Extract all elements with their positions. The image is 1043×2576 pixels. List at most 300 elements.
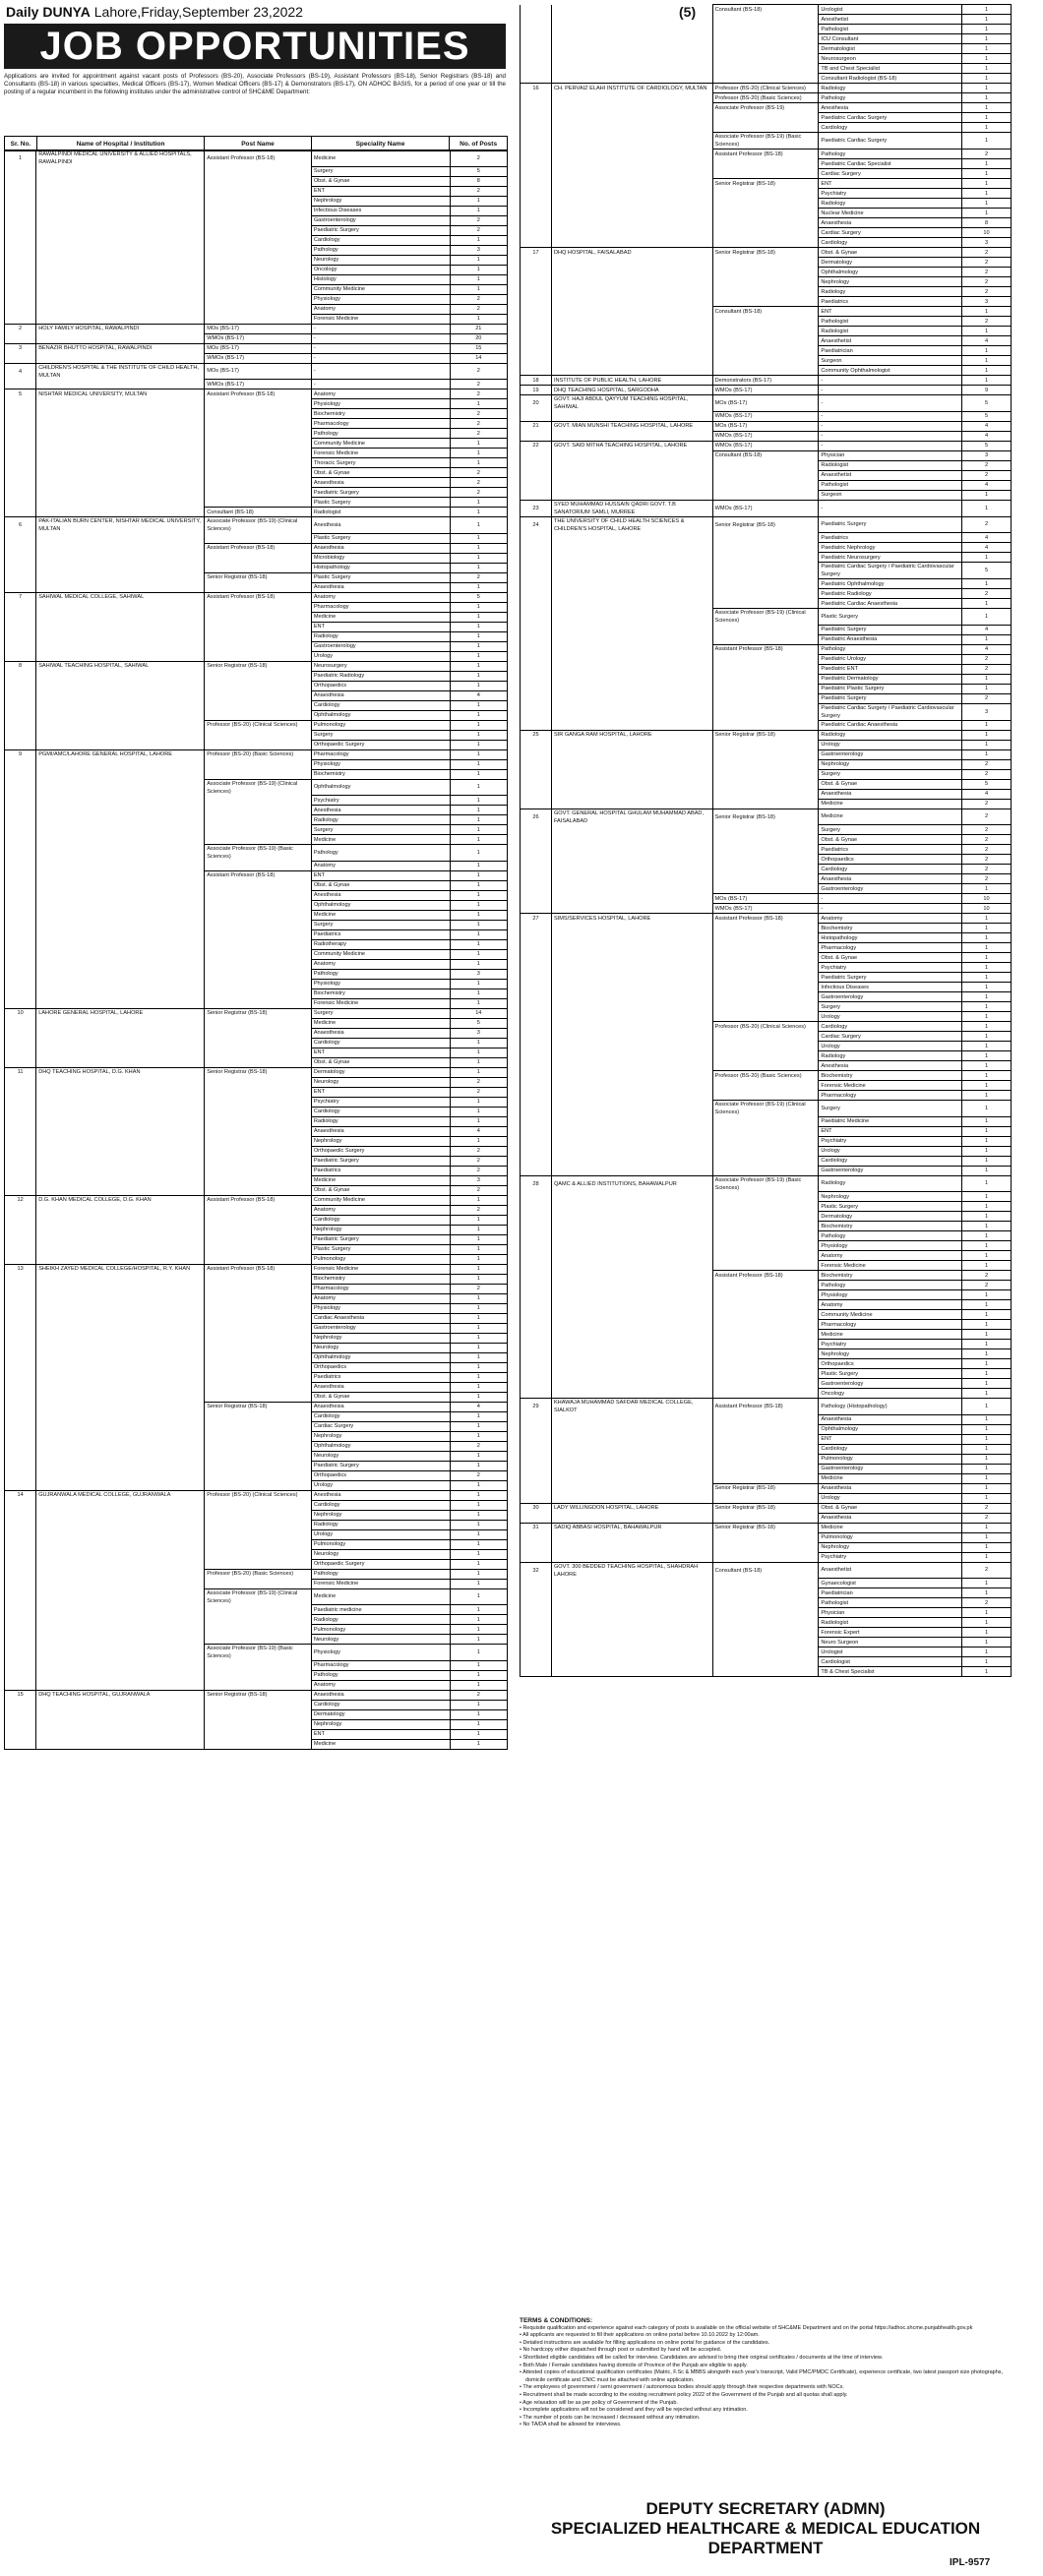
row-sr	[5, 806, 36, 815]
row-speciality: TB & Chest Specialist	[819, 1667, 962, 1677]
row-speciality: Gastroenterology	[819, 1166, 962, 1175]
row-speciality: Medicine	[311, 1739, 450, 1749]
table-row	[521, 789, 1012, 799]
row-institution	[551, 258, 712, 268]
row-institution	[551, 297, 712, 307]
row-speciality: Pulmonology	[311, 1539, 450, 1549]
table-row	[5, 988, 508, 998]
table-row	[521, 209, 1012, 218]
terms-item: • Detailed instructions are available for filling applications on online portal for guidance of the candidates.	[520, 2339, 770, 2346]
row-institution	[36, 284, 205, 294]
row-sr	[521, 1414, 552, 1424]
row-speciality: Forensic Medicine	[311, 449, 450, 458]
row-speciality: Forensic Medicine	[311, 1579, 450, 1588]
row-institution	[36, 1215, 205, 1225]
row-institution: GOVT. SAID MITHA TEACHING HOSPITAL, LAHORE	[551, 441, 712, 450]
row-speciality: Anesthesia	[819, 103, 962, 113]
row-post	[205, 612, 312, 622]
row-post: Senior Registrar (BS-18)	[712, 809, 819, 825]
table-row	[521, 1588, 1012, 1598]
row-post	[205, 1739, 312, 1749]
table-row	[5, 1559, 508, 1569]
row-institution: GOVT. MIAN MUNSHI TEACHING HOSPITAL, LAHORE	[551, 421, 712, 431]
table-row	[5, 890, 508, 900]
table-row	[521, 933, 1012, 943]
row-speciality: ENT	[311, 186, 450, 196]
row-posts: 1	[450, 959, 507, 969]
row-institution	[551, 460, 712, 470]
table-row	[521, 516, 1012, 533]
row-posts: 1	[450, 1372, 507, 1382]
table-row	[5, 1234, 508, 1244]
row-institution	[36, 710, 205, 720]
row-institution	[36, 939, 205, 949]
row-posts: 1	[450, 1700, 507, 1709]
row-posts: 1	[450, 1107, 507, 1116]
table-row	[521, 277, 1012, 287]
row-institution: NISHTAR MEDICAL UNIVERSITY, MULTAN	[36, 389, 205, 399]
row-posts: 1	[450, 939, 507, 949]
row-post	[205, 998, 312, 1008]
row-speciality: Paediatric Surgery	[311, 225, 450, 235]
row-speciality: Infectious Diseases	[311, 206, 450, 215]
row-institution	[551, 983, 712, 992]
row-institution	[551, 179, 712, 189]
row-post: Senior Registrar (BS-18)	[205, 661, 312, 671]
row-posts: 2	[962, 865, 1012, 874]
table-row	[521, 376, 1012, 386]
row-post	[712, 1212, 819, 1222]
row-institution	[36, 1588, 205, 1605]
row-sr: 28	[521, 1175, 552, 1192]
row-institution	[551, 133, 712, 150]
row-posts: 1	[962, 1399, 1012, 1415]
row-institution	[36, 1038, 205, 1048]
row-post: Associate Professor (BS-19) (Basic Sciences)	[205, 1645, 312, 1661]
row-sr	[5, 294, 36, 304]
table-row	[5, 1225, 508, 1234]
row-speciality: ENT	[311, 870, 450, 880]
row-institution	[551, 1042, 712, 1051]
row-institution	[36, 969, 205, 979]
row-posts: 1	[450, 1635, 507, 1645]
row-sr	[5, 920, 36, 929]
row-post	[205, 235, 312, 245]
row-institution	[36, 1625, 205, 1635]
row-speciality: Nephrology	[311, 1431, 450, 1441]
row-sr	[5, 1615, 36, 1625]
row-sr	[5, 988, 36, 998]
row-post	[712, 963, 819, 973]
row-posts: 3	[450, 969, 507, 979]
row-institution	[551, 553, 712, 563]
table-row	[5, 1293, 508, 1303]
row-sr	[521, 431, 552, 441]
row-speciality: Anaesthesia	[311, 1690, 450, 1700]
row-speciality: Pathologist	[819, 317, 962, 327]
row-posts: 1	[450, 779, 507, 796]
row-speciality: Orthopaedic Surgery	[311, 740, 450, 749]
row-posts: 1	[962, 44, 1012, 54]
table-row	[5, 1126, 508, 1136]
row-sr	[521, 1579, 552, 1588]
row-speciality: Cardiology	[311, 1215, 450, 1225]
row-posts: 2	[962, 835, 1012, 845]
row-sr: 22	[521, 441, 552, 450]
table-row	[5, 1625, 508, 1635]
row-institution	[36, 910, 205, 920]
row-post	[712, 884, 819, 894]
row-speciality: Urology	[311, 651, 450, 661]
table-row	[521, 450, 1012, 460]
row-sr	[5, 1333, 36, 1343]
row-posts: 2	[962, 1271, 1012, 1281]
table-row	[521, 579, 1012, 589]
row-speciality: Biochemistry	[819, 1271, 962, 1281]
table-row	[521, 1002, 1012, 1012]
row-posts: 4	[962, 431, 1012, 441]
row-institution: SADIQ ABBASI HOSPITAL, BAHAWALPUR	[551, 1523, 712, 1532]
row-post	[712, 654, 819, 664]
row-institution: PAK-ITALIAN BURN CENTER, NISHTAR MEDICAL UNIVERSITY, MULTAN	[36, 517, 205, 534]
row-speciality: Pulmonology	[311, 1625, 450, 1635]
row-posts: 1	[450, 1645, 507, 1661]
row-speciality: Ophthalmology	[311, 900, 450, 910]
row-sr	[5, 508, 36, 517]
row-institution: SAHIWAL TEACHING HOSPITAL, SAHIWAL	[36, 661, 205, 671]
row-institution	[551, 1608, 712, 1618]
row-speciality: Paediatric Surgery	[311, 488, 450, 498]
row-speciality: Surgery	[819, 769, 962, 779]
row-sr	[521, 1588, 552, 1598]
row-post: Assistant Professor (BS-18)	[712, 150, 819, 159]
table-row	[5, 1215, 508, 1225]
table-row	[5, 1166, 508, 1175]
row-post	[712, 1241, 819, 1251]
row-speciality: Dermatology	[311, 1709, 450, 1719]
row-institution	[36, 1539, 205, 1549]
row-post: Consultant (BS-18)	[712, 450, 819, 460]
row-sr	[5, 769, 36, 779]
table-row	[521, 1061, 1012, 1071]
row-posts: 2	[962, 845, 1012, 855]
table-row	[521, 884, 1012, 894]
row-sr	[521, 1359, 552, 1369]
row-speciality: Surgery	[311, 825, 450, 835]
row-sr	[5, 1038, 36, 1048]
row-speciality: Ophthalmology	[819, 268, 962, 277]
row-sr	[5, 641, 36, 651]
row-post	[712, 1424, 819, 1434]
row-post	[712, 799, 819, 809]
row-posts: 1	[450, 1411, 507, 1421]
table-row	[5, 1303, 508, 1313]
row-posts: 14	[450, 353, 507, 363]
row-post: Associate Professor (BS-19) (Clinical Sciences)	[205, 1588, 312, 1605]
row-post	[712, 1454, 819, 1464]
row-speciality: Pathology (Histopathology)	[819, 1399, 962, 1415]
row-post	[712, 1251, 819, 1261]
table-row	[5, 1645, 508, 1661]
row-institution	[551, 1222, 712, 1231]
row-post: WMOs (BS-17)	[205, 380, 312, 389]
row-speciality: Radiologist	[311, 508, 450, 517]
row-institution	[551, 1281, 712, 1290]
row-institution	[551, 169, 712, 179]
row-sr	[5, 176, 36, 186]
row-post	[712, 703, 819, 720]
table-row	[5, 1067, 508, 1077]
row-posts: 1	[962, 123, 1012, 133]
row-sr	[521, 1608, 552, 1618]
row-speciality: Radiology	[819, 1175, 962, 1192]
row-sr	[521, 654, 552, 664]
row-sr	[5, 890, 36, 900]
row-posts: 1	[450, 1719, 507, 1729]
row-post	[205, 988, 312, 998]
row-posts: 1	[962, 1222, 1012, 1231]
row-institution	[551, 411, 712, 421]
row-institution	[36, 1392, 205, 1402]
table-row	[5, 602, 508, 612]
row-post: Assistant Professor (BS-18)	[205, 870, 312, 880]
row-posts: 4	[962, 336, 1012, 346]
row-posts: 1	[962, 1542, 1012, 1552]
row-institution	[36, 1293, 205, 1303]
row-institution	[551, 1579, 712, 1588]
row-posts: 1	[962, 1042, 1012, 1051]
row-sr	[5, 439, 36, 449]
row-speciality: Pathology	[819, 93, 962, 103]
row-speciality: Biochemistry	[311, 769, 450, 779]
row-sr	[521, 874, 552, 884]
row-sr	[5, 553, 36, 563]
row-sr	[5, 681, 36, 690]
row-speciality: Pathology	[311, 1670, 450, 1680]
row-sr	[521, 297, 552, 307]
table-row	[5, 1195, 508, 1205]
row-institution: CH. PERVAIZ ELAHI INSTITUTE OF CARDIOLOGY, MULTAN	[551, 84, 712, 93]
row-posts: 1	[962, 376, 1012, 386]
row-sr	[521, 1091, 552, 1101]
row-posts: 1	[450, 825, 507, 835]
row-posts: 10	[962, 894, 1012, 904]
row-post	[205, 429, 312, 439]
row-institution	[36, 690, 205, 700]
row-speciality: Cardiac Surgery	[819, 1032, 962, 1042]
row-institution	[36, 1382, 205, 1392]
row-sr	[521, 589, 552, 599]
row-sr	[521, 533, 552, 543]
row-post	[205, 206, 312, 215]
row-post	[205, 920, 312, 929]
row-posts: 8	[450, 176, 507, 186]
row-posts: 5	[962, 779, 1012, 789]
table-row	[5, 1175, 508, 1185]
row-speciality: Anatomy	[311, 959, 450, 969]
row-institution	[551, 1349, 712, 1359]
row-post	[205, 1372, 312, 1382]
row-institution	[36, 1451, 205, 1461]
row-post	[205, 1166, 312, 1175]
row-posts: 1	[450, 835, 507, 845]
table-row	[5, 314, 508, 324]
row-speciality: Psychiatry	[819, 189, 962, 199]
row-post	[205, 304, 312, 314]
row-speciality: Ophthalmology	[311, 1441, 450, 1451]
table-row	[521, 1012, 1012, 1022]
row-speciality: -	[819, 904, 962, 914]
table-row	[5, 1352, 508, 1362]
row-institution	[551, 1116, 712, 1126]
row-posts: 1	[962, 1261, 1012, 1271]
row-sr	[521, 1542, 552, 1552]
row-speciality: Plastic Surgery	[311, 1244, 450, 1254]
row-institution	[551, 1290, 712, 1300]
row-posts: 1	[450, 1057, 507, 1067]
row-speciality: Psychiatry	[819, 963, 962, 973]
terms-item: • No TA/DA shall be allowed for interviews.	[520, 2422, 622, 2428]
row-posts: 1	[962, 307, 1012, 317]
row-institution	[551, 543, 712, 553]
row-speciality: Medicine	[819, 809, 962, 825]
table-row	[5, 759, 508, 769]
table-row	[521, 769, 1012, 779]
row-post	[205, 1382, 312, 1392]
row-posts: 1	[962, 553, 1012, 563]
row-posts: 1	[962, 1310, 1012, 1320]
row-post	[712, 490, 819, 500]
row-speciality: Paediatric Surgery	[819, 693, 962, 703]
table-row	[5, 1739, 508, 1749]
row-post: Associate Professor (BS-19) (Basic Sciences)	[205, 845, 312, 862]
table-row	[521, 1300, 1012, 1310]
table-row	[521, 470, 1012, 480]
row-posts: 1	[962, 179, 1012, 189]
row-post: Professor (BS-20) (Clinical Sciences)	[712, 1022, 819, 1032]
row-sr: 15	[5, 1690, 36, 1700]
terms-item: • Requisite qualification and experience against each category of posts is available on the official website of SHC&ME Department and on the portal https://adhoc.shcme.punjabhealth.gov.pk	[520, 2324, 973, 2331]
row-institution	[551, 113, 712, 123]
row-posts: 1	[962, 74, 1012, 84]
row-sr	[521, 366, 552, 376]
row-post	[712, 563, 819, 579]
row-post	[205, 1057, 312, 1067]
row-speciality: -	[819, 894, 962, 904]
row-institution	[36, 1510, 205, 1520]
row-sr	[521, 924, 552, 933]
row-posts: 1	[962, 1454, 1012, 1464]
row-speciality: Obst. & Gynae	[311, 1185, 450, 1195]
row-institution	[36, 1549, 205, 1559]
table-row	[5, 1244, 508, 1254]
row-sr	[5, 1392, 36, 1402]
row-speciality: -	[311, 380, 450, 389]
row-speciality: Psychiatry	[311, 1097, 450, 1107]
row-institution	[551, 54, 712, 64]
table-row	[5, 730, 508, 740]
row-institution	[36, 825, 205, 835]
table-row	[521, 730, 1012, 740]
row-sr	[5, 1579, 36, 1588]
row-institution	[551, 1051, 712, 1061]
table-row	[521, 1241, 1012, 1251]
row-post: Associate Professor (BS-19) (Clinical Sciences)	[205, 517, 312, 534]
row-speciality: Pathologist	[819, 25, 962, 34]
row-sr	[521, 218, 552, 228]
row-sr	[5, 929, 36, 939]
row-institution	[551, 1012, 712, 1022]
row-post	[712, 684, 819, 693]
row-posts: 2	[962, 809, 1012, 825]
row-posts: 1	[450, 1421, 507, 1431]
table-row	[5, 572, 508, 582]
row-speciality: Anesthesia	[819, 1061, 962, 1071]
row-sr	[5, 1166, 36, 1175]
row-sr	[521, 1002, 552, 1012]
row-speciality: Anatomy	[819, 914, 962, 924]
row-institution: SYED MUHAMMAD HUSSAIN QADRI GOVT. T.B SANATORIUM SAMLI, MURREE	[551, 500, 712, 516]
row-institution	[551, 103, 712, 113]
table-row	[521, 693, 1012, 703]
row-posts: 1	[962, 599, 1012, 609]
table-row	[521, 64, 1012, 74]
row-post: MOs (BS-17)	[205, 324, 312, 333]
row-posts: 1	[962, 113, 1012, 123]
row-posts: 1	[450, 1136, 507, 1146]
row-post	[205, 1215, 312, 1225]
row-speciality: Paediatrics	[819, 297, 962, 307]
table-row	[521, 441, 1012, 450]
row-sr	[521, 268, 552, 277]
row-speciality: Psychiatry	[311, 796, 450, 806]
row-institution: CHILDREN'S HOSPITAL & THE INSTITUTE OF CHILD HEALTH, MULTAN	[36, 363, 205, 380]
row-posts: 2	[450, 389, 507, 399]
row-post: WMOs (BS-17)	[712, 904, 819, 914]
table-row	[521, 749, 1012, 759]
row-post: WMOs (BS-17)	[205, 353, 312, 363]
table-row	[521, 395, 1012, 412]
row-institution	[551, 356, 712, 366]
table-row	[5, 1411, 508, 1421]
table-row	[5, 196, 508, 206]
table-row	[521, 1532, 1012, 1542]
row-speciality: Radiology	[311, 815, 450, 825]
row-post	[205, 681, 312, 690]
row-posts: 1	[962, 1532, 1012, 1542]
row-sr	[521, 963, 552, 973]
row-post: Associate Professor (BS-19) (Clinical Sciences)	[712, 1101, 819, 1117]
row-sr	[5, 861, 36, 870]
row-posts: 1	[450, 661, 507, 671]
table-row	[5, 1719, 508, 1729]
row-post	[205, 880, 312, 890]
row-speciality: Paediatrics	[311, 1166, 450, 1175]
row-sr	[5, 1185, 36, 1195]
row-sr	[5, 1700, 36, 1709]
row-posts: 1	[450, 1588, 507, 1605]
row-sr	[521, 609, 552, 626]
row-post	[205, 1146, 312, 1156]
publication-date: Lahore,Friday,September 23,2022	[93, 4, 303, 20]
row-post	[205, 1244, 312, 1254]
row-institution	[36, 1372, 205, 1382]
table-row	[521, 218, 1012, 228]
row-institution	[36, 1470, 205, 1480]
row-institution	[551, 825, 712, 835]
row-post	[205, 1500, 312, 1510]
row-institution	[36, 920, 205, 929]
